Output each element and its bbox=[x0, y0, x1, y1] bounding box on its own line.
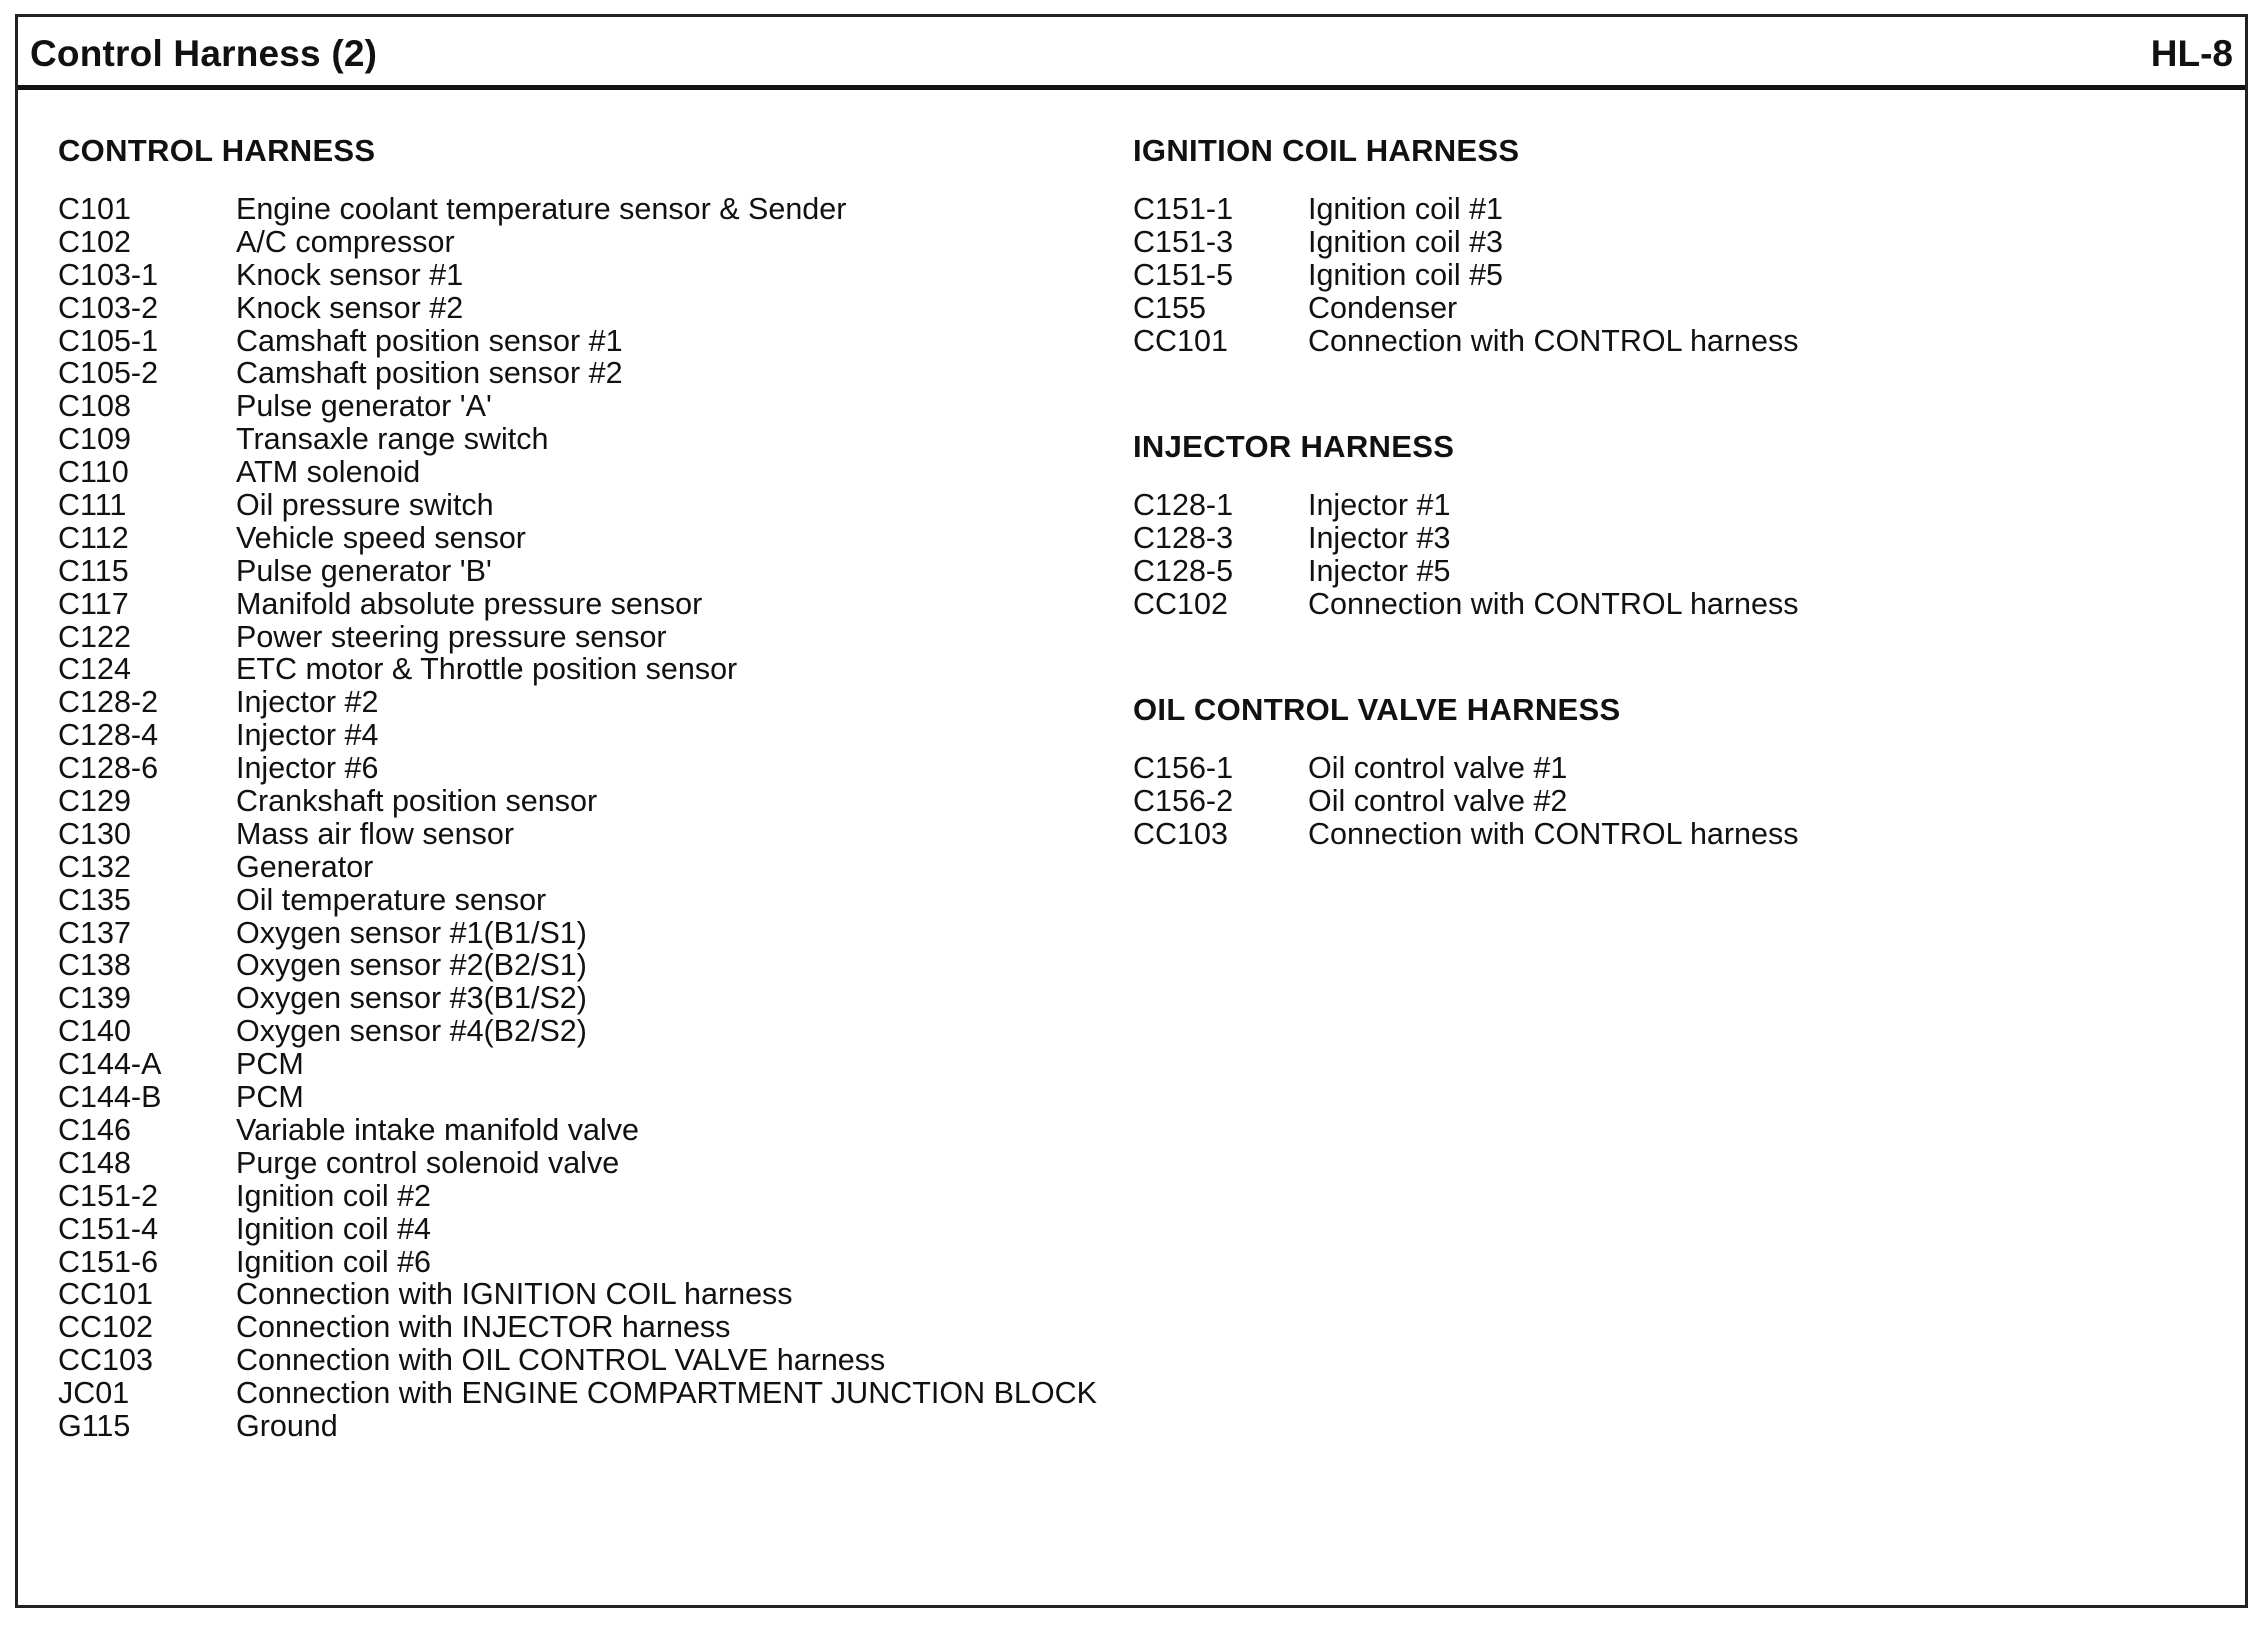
connector-row bbox=[58, 456, 1097, 489]
connector-row bbox=[58, 982, 1097, 1015]
connector-row bbox=[58, 917, 1097, 950]
control-harness-section bbox=[58, 131, 1097, 1443]
connector-description: Connection with INJECTOR harness bbox=[236, 1310, 731, 1345]
connector-description: Purge control solenoid valve bbox=[236, 1145, 620, 1180]
connector-code: C105-1 bbox=[58, 323, 159, 358]
connector-description: Oxygen sensor #2(B2/S1) bbox=[236, 948, 587, 983]
connector-description: Oxygen sensor #4(B2/S2) bbox=[236, 1014, 587, 1049]
connector-code: C129 bbox=[58, 784, 131, 819]
connector-description: Knock sensor #1 bbox=[236, 257, 464, 292]
connector-description: Connection with IGNITION COIL harness bbox=[236, 1277, 793, 1312]
connector-description: Ignition coil #2 bbox=[236, 1178, 431, 1213]
connector-description: Crankshaft position sensor bbox=[236, 784, 598, 819]
connector-row bbox=[58, 522, 1097, 555]
connector-code: C109 bbox=[58, 422, 131, 457]
connector-description: Oil pressure switch bbox=[236, 488, 494, 523]
connector-description: Oxygen sensor #3(B1/S2) bbox=[236, 981, 587, 1016]
section-title: CONTROL HARNESS bbox=[58, 133, 376, 168]
connector-row bbox=[1133, 325, 1798, 358]
connector-row bbox=[58, 292, 1097, 325]
connector-description: Ignition coil #5 bbox=[1308, 257, 1503, 292]
connector-row bbox=[58, 1048, 1097, 1081]
connector-description: Vehicle speed sensor bbox=[236, 520, 526, 555]
connector-code: C151-4 bbox=[58, 1211, 159, 1246]
connector-row bbox=[58, 1147, 1097, 1180]
connector-description: ETC motor & Throttle position sensor bbox=[236, 652, 738, 687]
connector-description: Ground bbox=[236, 1408, 338, 1443]
connector-code: CC103 bbox=[58, 1343, 153, 1378]
section-title: OIL CONTROL VALVE HARNESS bbox=[1133, 692, 1621, 727]
connector-description: Oil control valve #1 bbox=[1308, 751, 1568, 785]
section-title: IGNITION COIL HARNESS bbox=[1133, 133, 1520, 168]
page-title: Control Harness (2) bbox=[30, 33, 378, 74]
connector-description: Ignition coil #6 bbox=[236, 1244, 431, 1279]
ignition-coil-harness-section bbox=[1133, 131, 1798, 357]
connector-row bbox=[1133, 489, 1798, 522]
page-header bbox=[18, 17, 2245, 90]
connector-description: PCM bbox=[236, 1080, 304, 1115]
connector-description: Generator bbox=[236, 849, 374, 884]
connector-row bbox=[1133, 818, 1798, 851]
connector-description: Injector #1 bbox=[1308, 488, 1451, 522]
section-title: INJECTOR HARNESS bbox=[1133, 429, 1455, 464]
connector-description: Ignition coil #1 bbox=[1308, 192, 1503, 226]
connector-row bbox=[58, 621, 1097, 654]
connector-row bbox=[58, 390, 1097, 423]
connector-description: Connection with CONTROL harness bbox=[1308, 323, 1799, 358]
connector-code: C110 bbox=[58, 455, 129, 490]
connector-code: C138 bbox=[58, 948, 131, 983]
connector-description: Engine coolant temperature sensor & Sender bbox=[236, 192, 847, 226]
connector-description: Variable intake manifold valve bbox=[236, 1112, 639, 1147]
connector-description: Connection with ENGINE COMPARTMENT JUNCTION BLOCK bbox=[236, 1376, 1097, 1411]
connector-row bbox=[58, 1246, 1097, 1279]
connector-code: C132 bbox=[58, 849, 131, 884]
connector-row bbox=[58, 1114, 1097, 1147]
connector-description: Oil control valve #2 bbox=[1308, 783, 1568, 818]
connector-code: C151-3 bbox=[1133, 224, 1234, 259]
connector-row bbox=[1133, 522, 1798, 555]
connector-description: PCM bbox=[236, 1047, 304, 1082]
connector-row bbox=[58, 785, 1097, 818]
connector-row bbox=[1133, 226, 1798, 259]
connector-code: C128-3 bbox=[1133, 520, 1234, 555]
connector-list bbox=[58, 193, 1097, 1443]
connector-description: Connection with OIL CONTROL VALVE harness bbox=[236, 1343, 886, 1378]
connector-code: C124 bbox=[58, 652, 131, 687]
connector-row bbox=[1133, 785, 1798, 818]
connector-description: Oxygen sensor #1(B1/S1) bbox=[236, 915, 587, 950]
connector-code: C137 bbox=[58, 915, 131, 950]
connector-description: Connection with CONTROL harness bbox=[1308, 816, 1799, 851]
connector-row bbox=[58, 1344, 1097, 1377]
connector-row bbox=[58, 653, 1097, 686]
connector-code: C128-4 bbox=[58, 718, 159, 753]
connector-row bbox=[1133, 259, 1798, 292]
connector-code: C128-1 bbox=[1133, 488, 1234, 522]
connector-code: C111 bbox=[58, 488, 127, 523]
connector-list bbox=[1133, 489, 1798, 621]
connector-row bbox=[58, 226, 1097, 259]
connector-description: Manifold absolute pressure sensor bbox=[236, 586, 703, 621]
connector-code: C103-2 bbox=[58, 290, 159, 325]
connector-code: C122 bbox=[58, 619, 131, 654]
connector-code: C140 bbox=[58, 1014, 131, 1049]
connector-code: C115 bbox=[58, 553, 129, 588]
connector-code: C144-A bbox=[58, 1047, 162, 1082]
connector-description: Mass air flow sensor bbox=[236, 816, 514, 851]
connector-description: Transaxle range switch bbox=[236, 422, 549, 457]
connector-row bbox=[58, 818, 1097, 851]
connector-description: Injector #2 bbox=[236, 685, 379, 720]
connector-description: Pulse generator 'A' bbox=[236, 389, 492, 424]
connector-row bbox=[58, 884, 1097, 917]
connector-code: CC102 bbox=[1133, 586, 1228, 621]
connector-row bbox=[58, 1180, 1097, 1213]
connector-row bbox=[58, 1311, 1097, 1344]
connector-description: Camshaft position sensor #1 bbox=[236, 323, 623, 358]
connector-code: JC01 bbox=[58, 1376, 130, 1411]
connector-code: C151-5 bbox=[1133, 257, 1234, 292]
connector-description: Injector #5 bbox=[1308, 553, 1451, 588]
connector-description: Condenser bbox=[1308, 290, 1458, 325]
connector-row bbox=[58, 555, 1097, 588]
connector-code: CC102 bbox=[58, 1310, 153, 1345]
connector-description: Injector #6 bbox=[236, 751, 379, 786]
connector-row bbox=[58, 325, 1097, 358]
connector-description: Pulse generator 'B' bbox=[236, 553, 492, 588]
connector-description: Oil temperature sensor bbox=[236, 882, 547, 917]
connector-code: C128-2 bbox=[58, 685, 159, 720]
connector-row bbox=[58, 259, 1097, 292]
connector-code: C102 bbox=[58, 224, 131, 259]
connector-description: Camshaft position sensor #2 bbox=[236, 356, 623, 391]
connector-code: C112 bbox=[58, 520, 129, 555]
connector-code: CC101 bbox=[58, 1277, 153, 1312]
connector-list bbox=[1133, 752, 1798, 851]
connector-code: C151-2 bbox=[58, 1178, 159, 1213]
connector-row bbox=[58, 1213, 1097, 1246]
connector-row bbox=[58, 949, 1097, 982]
connector-description: Knock sensor #2 bbox=[236, 290, 464, 325]
connector-row bbox=[58, 193, 1097, 226]
connector-list bbox=[1133, 193, 1798, 357]
connector-row bbox=[58, 1015, 1097, 1048]
connector-code: C146 bbox=[58, 1112, 131, 1147]
connector-code: C101 bbox=[58, 192, 131, 226]
connector-row bbox=[1133, 752, 1798, 785]
connector-code: C151-6 bbox=[58, 1244, 159, 1279]
connector-code: C130 bbox=[58, 816, 131, 851]
connector-code: C139 bbox=[58, 981, 131, 1016]
connector-description: A/C compressor bbox=[236, 224, 455, 259]
connector-description: Injector #3 bbox=[1308, 520, 1451, 555]
connector-row bbox=[1133, 292, 1798, 325]
connector-row bbox=[58, 686, 1097, 719]
connector-row bbox=[58, 357, 1097, 390]
connector-row bbox=[58, 851, 1097, 884]
connector-description: Ignition coil #4 bbox=[236, 1211, 431, 1246]
connector-code: C103-1 bbox=[58, 257, 159, 292]
connector-code: CC101 bbox=[1133, 323, 1228, 358]
connector-row bbox=[58, 1081, 1097, 1114]
connector-row bbox=[1133, 193, 1798, 226]
connector-description: Injector #4 bbox=[236, 718, 379, 753]
connector-row bbox=[58, 588, 1097, 621]
connector-row bbox=[58, 719, 1097, 752]
connector-row bbox=[1133, 588, 1798, 621]
connector-code: C117 bbox=[58, 586, 129, 621]
connector-code: C155 bbox=[1133, 290, 1206, 325]
connector-row bbox=[58, 1377, 1097, 1410]
connector-code: C108 bbox=[58, 389, 131, 424]
connector-code: C156-1 bbox=[1133, 751, 1234, 785]
connector-code: C156-2 bbox=[1133, 783, 1234, 818]
connector-row bbox=[58, 423, 1097, 456]
connector-code: C128-6 bbox=[58, 751, 159, 786]
connector-code: C144-B bbox=[58, 1080, 162, 1115]
injector-harness-section bbox=[1133, 427, 1798, 621]
page-number: HL-8 bbox=[2150, 33, 2233, 74]
connector-description: Connection with CONTROL harness bbox=[1308, 586, 1799, 621]
connector-description: ATM solenoid bbox=[236, 455, 421, 490]
connector-row bbox=[58, 1278, 1097, 1311]
connector-code: C135 bbox=[58, 882, 131, 917]
connector-description: Ignition coil #3 bbox=[1308, 224, 1503, 259]
connector-code: G115 bbox=[58, 1408, 131, 1443]
connector-code: C148 bbox=[58, 1145, 131, 1180]
connector-code: C151-1 bbox=[1133, 192, 1234, 226]
connector-code: CC103 bbox=[1133, 816, 1228, 851]
connector-row bbox=[58, 752, 1097, 785]
connector-row bbox=[58, 1410, 1097, 1443]
connector-code: C105-2 bbox=[58, 356, 159, 391]
oil-control-valve-harness-section bbox=[1133, 690, 1798, 851]
connector-row bbox=[1133, 555, 1798, 588]
connector-description: Power steering pressure sensor bbox=[236, 619, 667, 654]
connector-code: C128-5 bbox=[1133, 553, 1234, 588]
connector-row bbox=[58, 489, 1097, 522]
